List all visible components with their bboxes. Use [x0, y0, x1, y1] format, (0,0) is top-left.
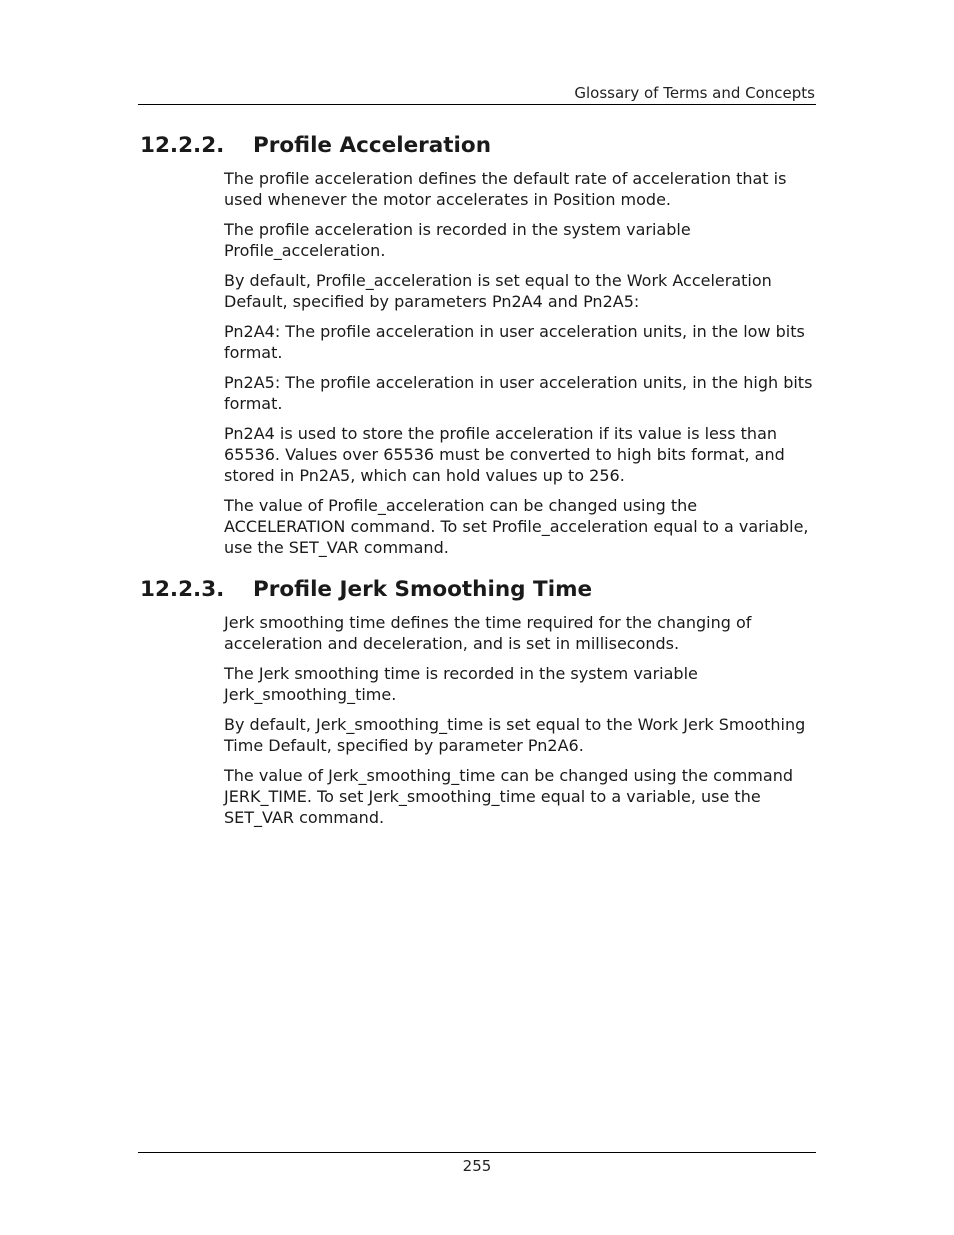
paragraph: Pn2A4: The profile acceleration in user acceleration units, in the low bits format. [224, 322, 805, 362]
section-heading [140, 132, 816, 160]
paragraph: Pn2A4 is used to store the profile acceleration if its value is less than 65536. Values over 65536 must be converted to high bits format, and stored in Pn2A5, which can hold values up to 256. [224, 424, 785, 485]
paragraph: By default, Jerk_smoothing_time is set equal to the Work Jerk Smoothing Time Default, specified by parameter Pn2A6. [224, 715, 806, 755]
header-divider [138, 104, 816, 105]
paragraph: The value of Jerk_smoothing_time can be changed using the command JERK_TIME. To set Jerk_smoothing_time equal to a variable, use the SET_VAR command. [224, 766, 793, 827]
paragraph: The profile acceleration defines the default rate of acceleration that is used whenever the motor accelerates in Position mode. [224, 169, 787, 209]
paragraph: Pn2A5: The profile acceleration in user acceleration units, in the high bits format. [224, 373, 813, 413]
footer-divider [138, 1152, 816, 1153]
section-heading [140, 576, 816, 604]
section-body [224, 612, 816, 828]
paragraph: The value of Profile_acceleration can be changed using the ACCELERATION command. To set Profile_acceleration equal to a variable, use the SET_VAR command. [224, 496, 809, 557]
section-number: 12.2.2. [140, 133, 225, 158]
running-header: Glossary of Terms and Concepts [574, 84, 815, 102]
section-profile-acceleration [140, 132, 816, 567]
page-number: 255 [462, 1157, 492, 1175]
section-title: Profile Acceleration [253, 133, 492, 158]
paragraph: By default, Profile_acceleration is set equal to the Work Acceleration Default, specified by parameters Pn2A4 and Pn2A5: [224, 271, 772, 311]
section-number: 12.2.3. [140, 577, 225, 602]
section-body [224, 168, 816, 558]
paragraph: The Jerk smoothing time is recorded in the system variable Jerk_smoothing_time. [224, 664, 698, 704]
section-title: Profile Jerk Smoothing Time [253, 577, 593, 602]
paragraph: The profile acceleration is recorded in the system variable Profile_acceleration. [224, 220, 691, 260]
section-profile-jerk-smoothing-time [140, 576, 816, 837]
paragraph: Jerk smoothing time defines the time required for the changing of acceleration and deceleration, and is set in milliseconds. [224, 613, 752, 653]
